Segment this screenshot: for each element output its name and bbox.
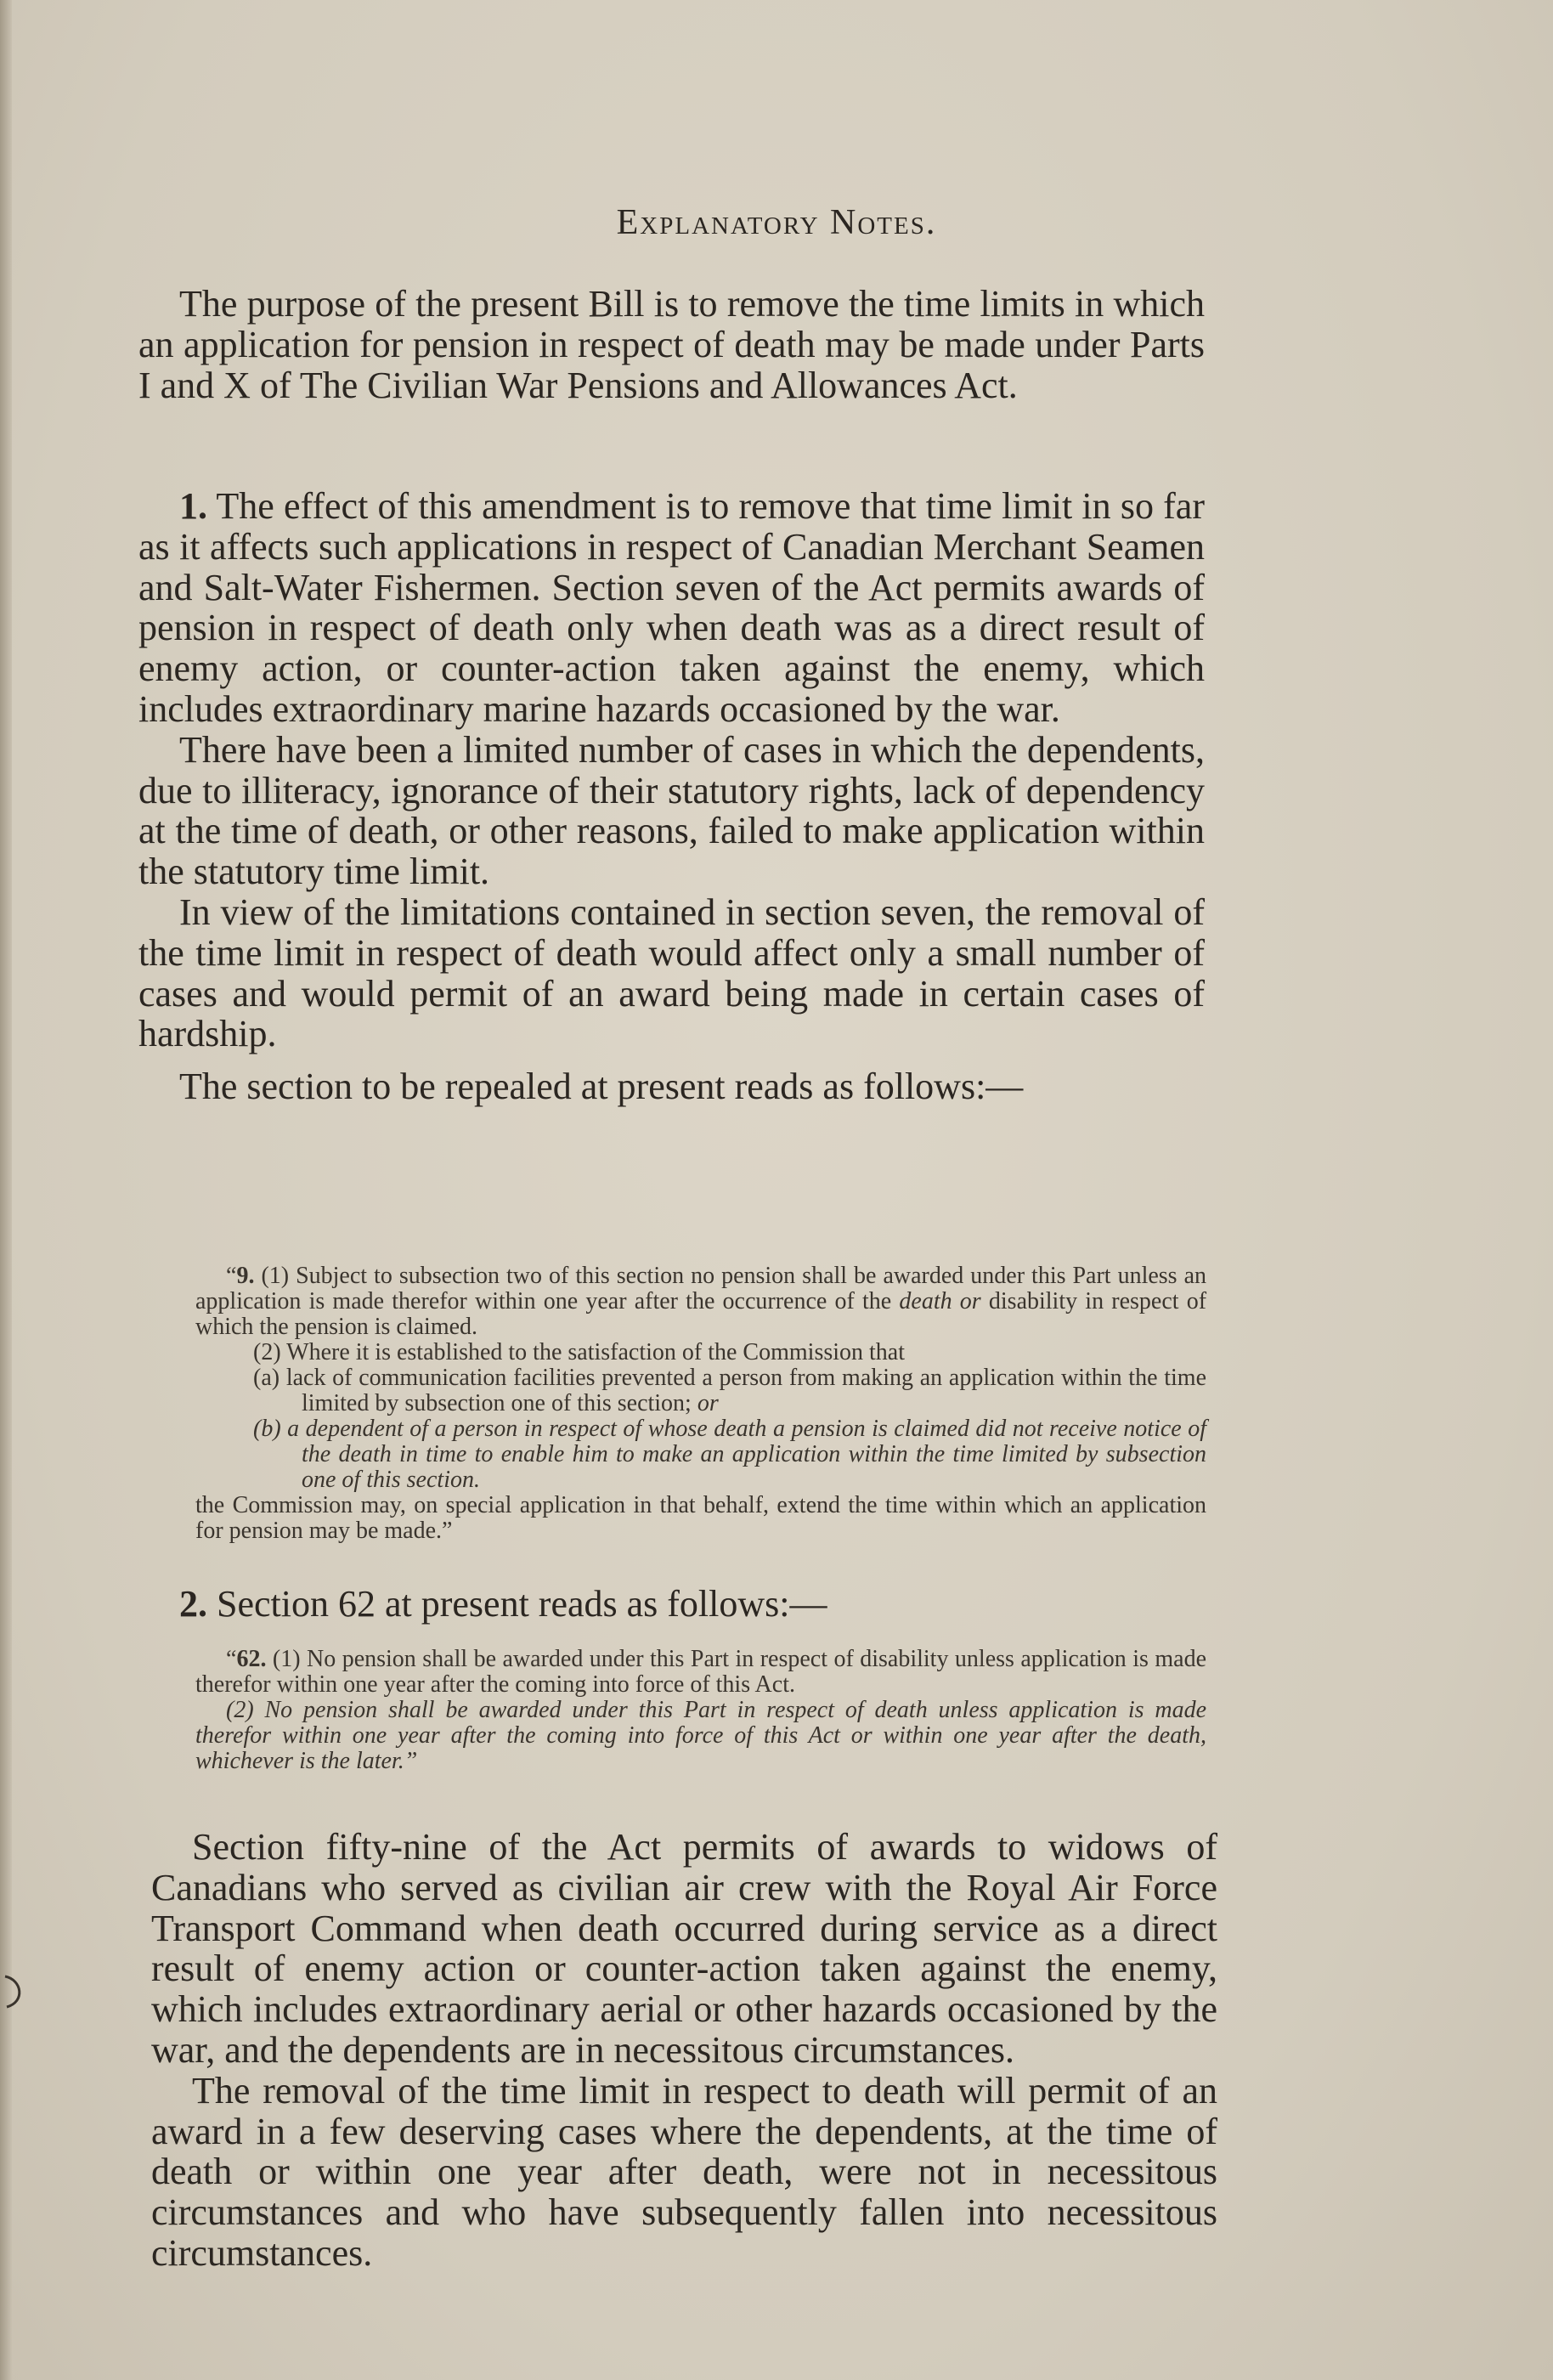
quote-62-sub-1 (195, 1647, 1206, 1698)
quote-62-open-mark: “ (226, 1646, 237, 1672)
item-a-label: (a) (253, 1365, 280, 1391)
item-a-or: or (697, 1390, 719, 1416)
section-2-block (138, 1584, 1205, 1625)
quoted-section-62 (195, 1647, 1206, 1774)
closing-block (151, 1827, 1217, 2274)
quote-62-number: 62. (236, 1646, 267, 1672)
section-1-para-4: The section to be repealed at present reads as follows:— (179, 1066, 1024, 1108)
section-1-block (138, 486, 1205, 1107)
closing-para-1: Section fifty-nine of the Act permits of awards to widows of Canadians who served as civilian air crew with the Royal Air Force Transport Command when death occurred during service as a direct result of enemy action or counter-action taken against the enemy, which includes extraordinary aerial or other hazards occasioned by the war, and the dependents are in necessitous circumstances. (151, 1826, 1217, 2071)
quote-9-italic-text: death or (899, 1288, 981, 1314)
section-2-heading (138, 1584, 1205, 1625)
section-1-para-2: There have been a limited number of cases in which the dependents, due to illiteracy, ignorance of their statutory rights, lack of dependency at the time of death, or other reasons, failed to make application within the statutory time limit. (138, 728, 1205, 893)
section-1-para-1 (138, 486, 1205, 730)
quoted-section-9 (195, 1263, 1206, 1544)
section-2-text: Section 62 at present reads as follows:— (217, 1583, 827, 1625)
section-1-para-1-text: The effect of this amendment is to remove that time limit in so far as it affects such applications in respect of Canadian Merchant Seamen and Salt-Water Fishermen. Section seven of the Act permits awards of pension in respect of death only when death was as a direct result of enemy action, or counter-action taken against the enemy, which includes extraordinary marine hazards occasioned by the war. (138, 485, 1205, 730)
item-a-text: lack of communication facilities prevented a person from making an application within the time limited by subsection one of this section; (285, 1365, 1207, 1416)
quote-62-sub-2: (2) No pension shall be awarded under this Part in respect of death unless application is made therefor within one year after the coming into force of this Act or within one year after the death, whichever is the later.” (195, 1697, 1206, 1774)
quote-62-sub-1-text: (1) No pension shall be awarded under this Part in respect of disability unless application is made therefor within one year after the coming into force of this Act. (195, 1646, 1206, 1698)
item-b-text: a dependent of a person in respect of whose death a pension is claimed did not receive notice of the death in time to enable him to make an application within the time limited by subsection one of this section. (287, 1416, 1206, 1493)
item-b-label: (b) (253, 1416, 281, 1442)
quote-9-item-b (195, 1416, 1206, 1493)
quote-9-end: the Commission may, on special application in that behalf, extend the time within which an application for pension may be made.” (195, 1492, 1206, 1544)
closing-para-2: The removal of the time limit in respect to death will permit of an award in a few deserving cases where the dependents, at the time of death or within one year after death, were not in necessitous circumstances and who have subsequently fallen into necessitous circumstances. (151, 2069, 1217, 2274)
quote-9-sub-1-end: disability in respect of which the pension is claimed. (195, 1288, 1207, 1340)
quote-open-mark: “ (226, 1263, 237, 1289)
page-edge (0, 0, 12, 2380)
quote-9-sub-2: (2) Where it is established to the satisfaction of the Commission that (253, 1339, 906, 1365)
section-1-para-3: In view of the limitations contained in section seven, the removal of the time limit in respect of death would affect only a small number of cases and would permit of an award being made in certain cases of hardship. (138, 890, 1205, 1055)
page-title: Explanatory Notes. (616, 203, 937, 242)
intro-paragraph: The purpose of the present Bill is to remove the time limits in which an application for pension in respect of death may be made under Parts I and X of The Civilian War Pensions and Allowances Act. (138, 283, 1205, 406)
quote-9-number: 9. (236, 1263, 255, 1289)
section-2-number: 2. (179, 1583, 207, 1625)
margin-mark-icon (0, 1970, 29, 2012)
section-1-number: 1. (179, 485, 207, 527)
intro-block (138, 284, 1205, 405)
quote-9-sub-1 (195, 1263, 1206, 1340)
quote-9-sub-1-text: (1) Subject to subsection two of this section no pension shall be awarded under this Part unless an application is made therefor within one year after the occurrence of the (195, 1263, 1206, 1314)
quote-9-item-a (195, 1365, 1206, 1416)
